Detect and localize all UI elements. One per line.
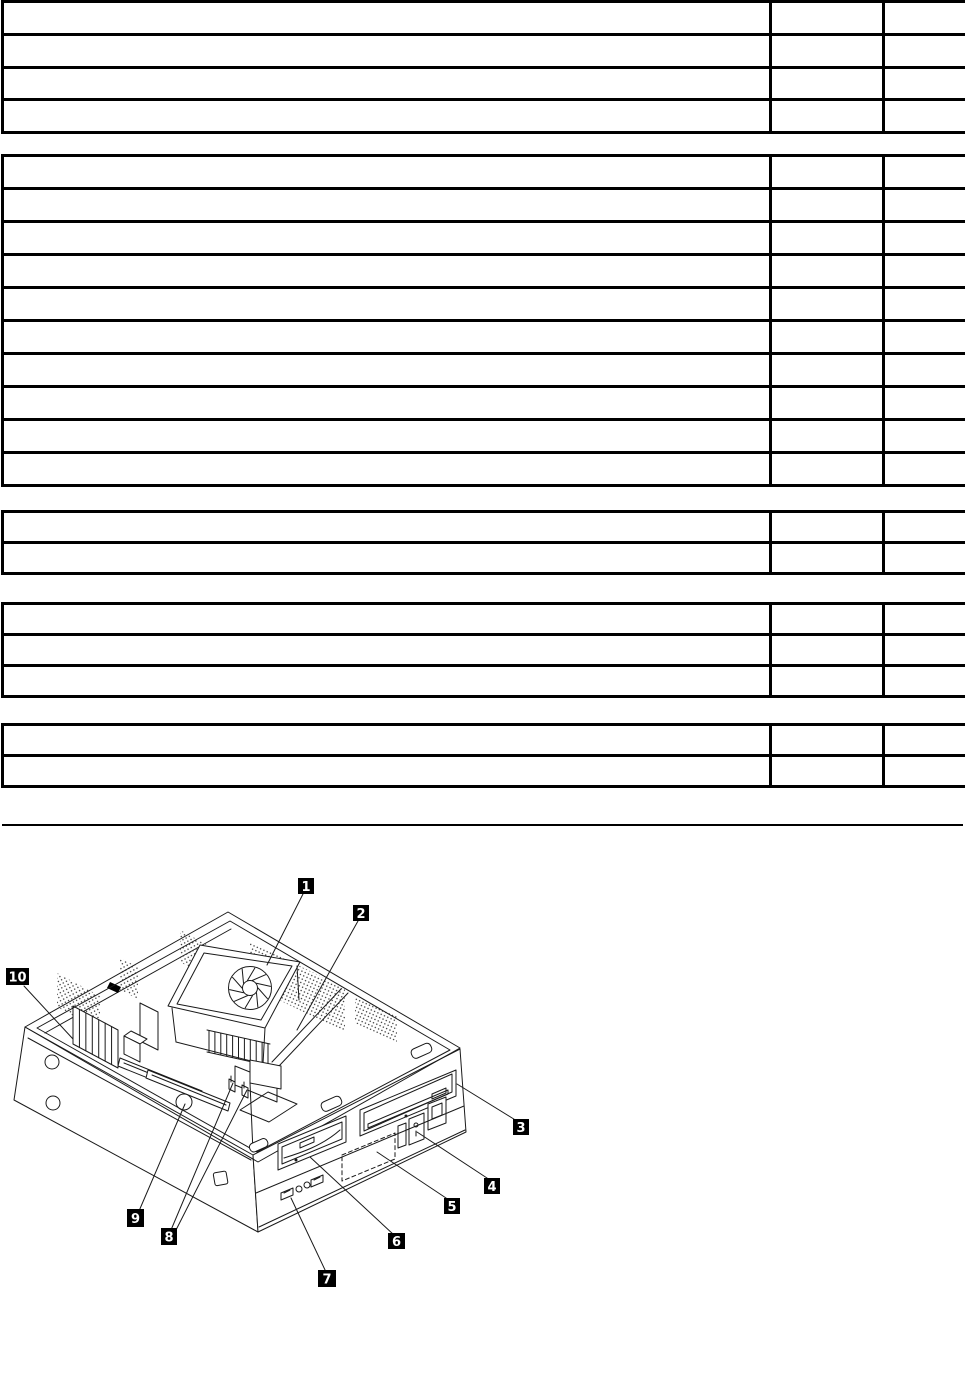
table-cell (884, 67, 965, 100)
table-cell (884, 288, 965, 321)
panel-hole (45, 1055, 59, 1069)
parts-table-4 (1, 602, 965, 698)
callout-9 (127, 1209, 144, 1227)
svg-text:7: 7 (322, 1272, 332, 1288)
svg-text:4: 4 (487, 1179, 497, 1195)
table-row (3, 189, 965, 222)
table-cell (884, 2, 965, 35)
table-cell (884, 34, 965, 67)
callout-10 (6, 968, 29, 985)
svg-text:10: 10 (8, 970, 27, 986)
table-cell (3, 512, 771, 543)
table-row (3, 255, 965, 288)
callout-6 (388, 1233, 405, 1250)
table-cell (884, 453, 965, 486)
table-cell (771, 543, 884, 574)
table-cell (771, 604, 884, 635)
table-cell (884, 725, 965, 756)
table-cell (771, 189, 884, 222)
svg-text:8: 8 (164, 1230, 174, 1246)
table-cell (771, 321, 884, 354)
table-cell (771, 756, 884, 787)
table-cell (3, 67, 771, 100)
table-row (3, 100, 965, 133)
table-cell (771, 387, 884, 420)
table-row (3, 354, 965, 387)
table-cell (884, 189, 965, 222)
table-cell (771, 222, 884, 255)
table-cell (3, 420, 771, 453)
table-row (3, 67, 965, 100)
parts-table-2 (1, 154, 965, 487)
table-cell (884, 666, 965, 697)
table-row (3, 453, 965, 486)
svg-text:3: 3 (516, 1120, 526, 1136)
table-cell (771, 666, 884, 697)
table-cell (771, 420, 884, 453)
table-row (3, 512, 965, 543)
table-row (3, 288, 965, 321)
table-cell (771, 2, 884, 35)
table-cell (3, 666, 771, 697)
card-guide (140, 1003, 158, 1050)
table-cell (884, 255, 965, 288)
table-cell (884, 604, 965, 635)
computer-illustration (0, 820, 965, 1388)
table-cell (771, 635, 884, 666)
table-row (3, 34, 965, 67)
table-cell (771, 725, 884, 756)
table-row (3, 156, 965, 189)
table-row (3, 725, 965, 756)
panel-square-hole (213, 1171, 228, 1186)
table-cell (884, 543, 965, 574)
table-cell (884, 156, 965, 189)
table-cell (884, 512, 965, 543)
table-row (3, 756, 965, 787)
callout-1 (298, 878, 314, 895)
table-cell (3, 756, 771, 787)
table-cell (3, 222, 771, 255)
table-row (3, 666, 965, 697)
table-row (3, 635, 965, 666)
svg-text:5: 5 (447, 1199, 457, 1215)
table-cell (3, 354, 771, 387)
parts-table-5 (1, 723, 965, 788)
table-cell (3, 100, 771, 133)
table-cell (3, 543, 771, 574)
table-cell (884, 321, 965, 354)
table-cell (3, 387, 771, 420)
chassis (14, 912, 466, 1232)
callout-3 (513, 1119, 529, 1136)
chassis-front-panel (253, 1049, 466, 1232)
table-cell (3, 2, 771, 35)
figure-container (0, 820, 965, 1388)
table-cell (771, 453, 884, 486)
heatsink (207, 1030, 270, 1066)
table-row (3, 222, 965, 255)
svg-text:6: 6 (391, 1234, 402, 1250)
table-cell (884, 100, 965, 133)
table-cell (771, 512, 884, 543)
table-row (3, 2, 965, 35)
table-cell (884, 354, 965, 387)
callout-4 (484, 1178, 500, 1195)
table-cell (884, 756, 965, 787)
table-row (3, 604, 965, 635)
table-cell (884, 420, 965, 453)
table-row (3, 387, 965, 420)
table-cell (884, 635, 965, 666)
vent-perforation (355, 997, 397, 1042)
table-cell (3, 725, 771, 756)
table-cell (771, 100, 884, 133)
table-cell (771, 288, 884, 321)
table-cell (884, 387, 965, 420)
table-cell (3, 635, 771, 666)
table-row (3, 543, 965, 574)
table-cell (771, 34, 884, 67)
table-cell (771, 156, 884, 189)
fan (229, 967, 272, 1010)
svg-text:1: 1 (301, 879, 311, 895)
table-cell (3, 321, 771, 354)
parts-table-1 (1, 0, 965, 134)
parts-table-3 (1, 510, 965, 575)
callout-8 (161, 1228, 177, 1245)
callout-5 (444, 1198, 460, 1215)
table-cell (884, 222, 965, 255)
svg-text:2: 2 (356, 906, 366, 922)
table-cell (3, 156, 771, 189)
table-cell (3, 288, 771, 321)
table-cell (771, 354, 884, 387)
table-cell (3, 34, 771, 67)
table-cell (771, 67, 884, 100)
panel-hole (46, 1096, 60, 1110)
table-cell (771, 255, 884, 288)
callout-2 (353, 905, 369, 922)
table-cell (3, 189, 771, 222)
callout-7 (318, 1270, 336, 1287)
svg-text:9: 9 (130, 1211, 141, 1227)
table-cell (3, 604, 771, 635)
table-row (3, 321, 965, 354)
table-cell (3, 255, 771, 288)
table-cell (3, 453, 771, 486)
table-row (3, 420, 965, 453)
